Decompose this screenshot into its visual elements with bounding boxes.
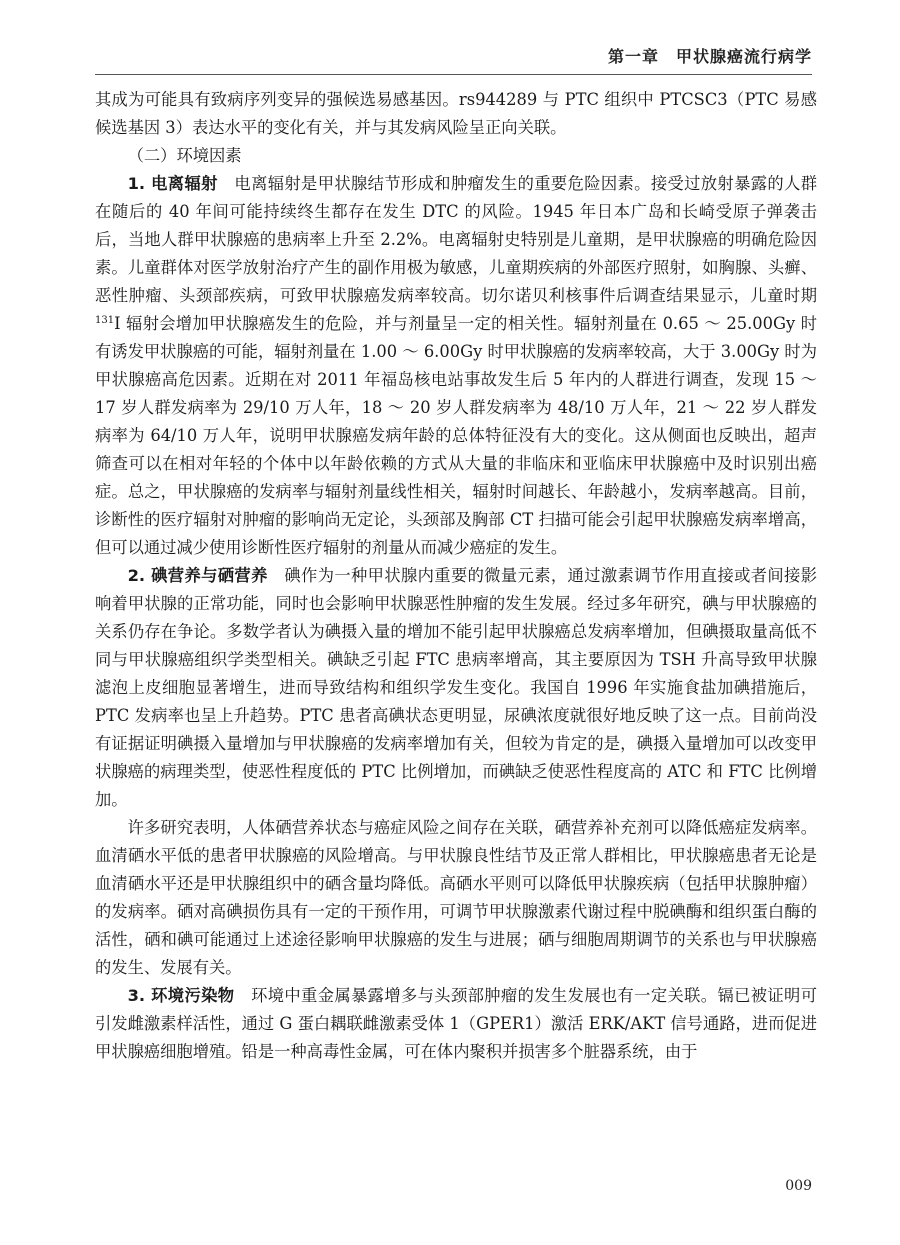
paragraph-ionizing-radiation [95,170,817,562]
chapter-number: 第一章 [607,47,659,66]
page-number: 009 [785,1178,812,1194]
subheading-ionizing-radiation: 1. 电离辐射 [127,174,218,193]
paragraph-pollutants [95,982,817,1066]
section-heading-environment: （二）环境因素 [127,146,242,165]
paragraph-selenium: 许多研究表明，人体硒营养状态与癌症风险之间存在关联，硒营养补充剂可以降低癌症发病率。血清硒水平低的患者甲状腺癌的风险增高。与甲状腺良性结节及正常人群相比，甲状腺癌患者无论是血清硒水平还是甲状腺组织中的硒含量均降低。高硒水平则可以降低甲状腺疾病（包括甲状腺肿瘤）的发病率。硒对高碘损伤具有一定的干预作用，可调节甲状腺激素代谢过程中脱碘酶和组织蛋白酶的活性，硒和碘可能通过上述途径影响甲状腺癌的发生与进展；硒与细胞周期调节的关系也与甲状腺癌的发生、发展有关。 [95,818,817,977]
isotope-superscript: 131 [95,315,115,326]
subheading-pollutants: 3. 环境污染物 [127,986,235,1005]
body-text [95,86,817,1066]
paragraph-iodine-selenium [95,562,817,814]
iodine-text: 碘作为一种甲状腺内重要的微量元素，通过激素调节作用直接或者间接影响着甲状腺的正常功能，同时也会影响甲状腺恶性肿瘤的发生发展。经过多年研究，碘与甲状腺癌的关系仍存在争论。多数学者认为碘摄入量的增加不能引起甲状腺癌总发病率增加，但碘摄取量高低不同与甲状腺癌组织学类型相关。碘缺乏引起 FTC 患病率增高，其主要原因为 TSH 升高导致甲状腺滤泡上皮细胞显著增生，进而导致结构和组织学发生变化。我国自 1996 年实施食盐加碘措施后，PTC 发病率也呈上升趋势。PTC 患者高碘状态更明显，尿碘浓度就很好地反映了这一点。目前尚没有证据证明碘摄入量增加与甲状腺癌的发病率增加有关，但较为肯定的是，碘摄入量增加可以改变甲状腺癌的病理类型，使恶性程度低的 PTC 比例增加，而碘缺乏使恶性程度高的 ATC 和 FTC 比例增加。 [95,566,817,809]
paragraph-continuation: 其成为可能具有致病序列变异的强候选易感基因。rs944289 与 PTC 组织中 PTCSC3（PTC 易感候选基因 3）表达水平的变化有关，并与其发病风险呈正向关联。 [95,90,817,137]
header-rule [95,74,812,75]
radiation-text-1: 电离辐射是甲状腺结节形成和肿瘤发生的重要危险因素。接受过放射暴露的人群在随后的 40 年间可能持续终生都存在发生 DTC 的风险。1945 年日本广岛和长崎受原子弹袭击后，当地人群甲状腺癌的患病率上升至 2.2%。电离辐射史特别是儿童期，是甲状腺癌的明确危险因素。儿童群体对医学放射治疗产生的副作用极为敏感，儿童期疾病的外部医疗照射，如胸腺、头癣、恶性肿瘤、头颈部疾病，可致甲状腺癌发病率较高。切尔诺贝利核事件后调查结果显示，儿童时期 [95,174,817,305]
pollutants-text: 环境中重金属暴露增多与头颈部肿瘤的发生发展也有一定关联。镉已被证明可引发雌激素样活性，通过 G 蛋白耦联雌激素受体 1（GPER1）激活 ERK/AKT 信号通路，进而促进甲状腺癌细胞增殖。铅是一种高毒性金属，可在体内聚积并损害多个脏器系统，由于 [95,986,817,1061]
chapter-title: 甲状腺癌流行病学 [675,47,812,66]
subheading-iodine-selenium: 2. 碘营养与硒营养 [127,566,268,585]
running-header [608,44,812,67]
radiation-text-2: I 辐射会增加甲状腺癌发生的危险，并与剂量呈一定的相关性。辐射剂量在 0.65 ～ 25.00Gy 时有诱发甲状腺癌的可能，辐射剂量在 1.00 ～ 6.00Gy 时甲状腺癌的发病率较高，大于 3.00Gy 时为甲状腺癌高危因素。近期在对 2011 年福岛核电站事故发生后 5 年内的人群进行调查，发现 15 ～ 17 岁人群发病率为 29/10 万人年，18 ～ 20 岁人群发病率为 48/10 万人年，21 ～ 22 岁人群发病率为 64/10 万人年，说明甲状腺癌发病年龄的总体特征没有大的变化。这从侧面也反映出，超声筛查可以在相对年轻的个体中以年龄依赖的方式从大量的非临床和亚临床甲状腺癌中及时识别出癌症。总之，甲状腺癌的发病率与辐射剂量线性相关，辐射时间越长、年龄越小，发病率越高。目前，诊断性的医疗辐射对肿瘤的影响尚无定论，头颈部及胸部 CT 扫描可能会引起甲状腺癌发病率增高，但可以通过减少使用诊断性医疗辐射的剂量从而减少癌症的发生。 [95,314,817,557]
